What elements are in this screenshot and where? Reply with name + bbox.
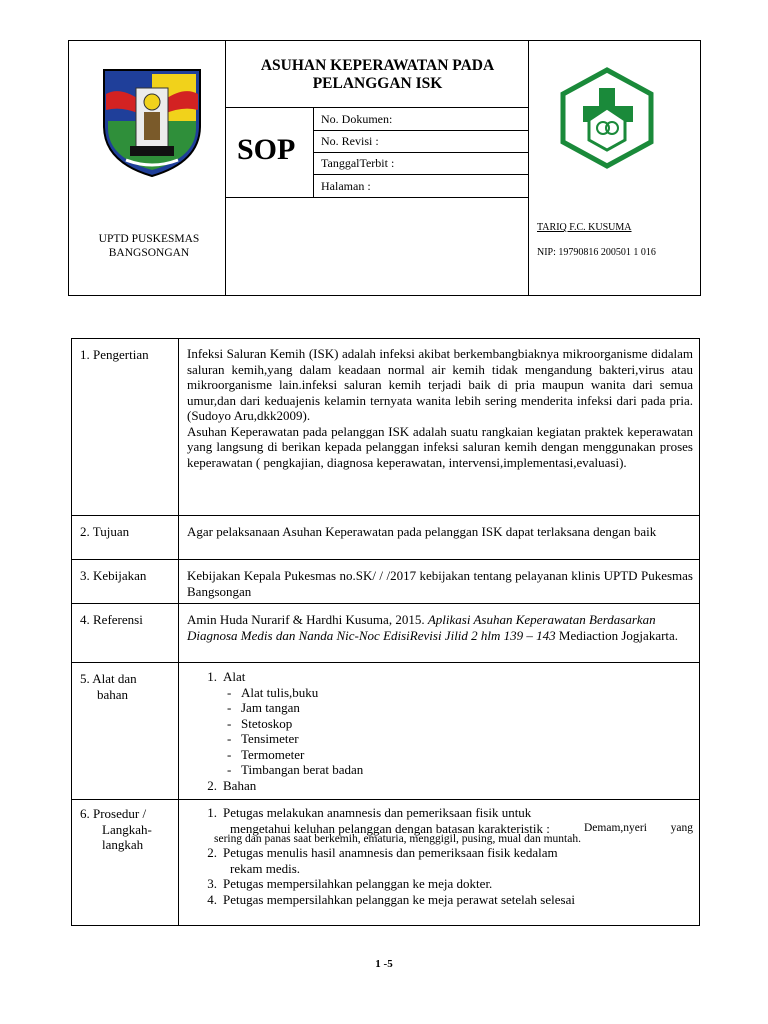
- revision-field: No. Revisi :: [321, 134, 379, 148]
- list-item: - Jam tangan: [227, 700, 300, 715]
- list-item: - Stetoskop: [227, 715, 293, 731]
- list-item: - Timbangan berat badan: [227, 762, 364, 777]
- referensi-label: 4. Referensi: [80, 612, 143, 627]
- signer-name: TARIQ F.C. KUSUMA: [537, 222, 632, 233]
- sop-label: SOP: [237, 133, 296, 166]
- sop-content-table: [71, 338, 700, 926]
- organization-name: UPTD PUSKESMAS BANGSONGAN: [98, 233, 200, 259]
- pengertian-label: 1. Pengertian: [80, 347, 149, 362]
- prosedur-label: 6. Prosedur / Langkah- langkah: [80, 806, 152, 852]
- alat-list: 1. Alat - Alat tulis,buku - Jam tangan - Stetoskop - Tensimeter - Termometer - Timbangan berat badan 2. Bahan: [187, 669, 693, 793]
- issue-date-field: TanggalTerbit :: [321, 156, 395, 170]
- tujuan-label: 2. Tujuan: [80, 524, 130, 539]
- list-item: - Termometer: [227, 746, 305, 762]
- puskesmas-cross-icon: [555, 66, 659, 170]
- alat-label: 5. Alat dan bahan: [80, 671, 137, 702]
- signer-nip: NIP: 19790816 200501 1 016: [537, 247, 656, 258]
- page-number: 1 -5: [375, 958, 393, 970]
- regency-crest-icon: [100, 66, 204, 178]
- kebijakan-text: Kebijakan Kepala Pukesmas no.SK/ / /2017 kebijakan tentang pelayanan klinis UPTD Pukesmas Bangsongan: [187, 568, 693, 599]
- tujuan-text: Agar pelaksanaan Asuhan Keperawatan pada pelanggan ISK dapat terlaksana dengan baik: [187, 524, 657, 539]
- prosedur-list: 1. Petugas melakukan anamnesis dan pemeriksaan fisik untuk mengetahui keluhan pelanggan dengan batasan karakteristik : Demam,nyeri yang sering dan panas saat berkemih, ematuria, menggigil, pusing, mual dan muntah. 2. Petugas menulis hasil anamnesis dan pemeriksaan fisik kedalam rekam medis. 3. Petugas mempersilahkan pelanggan ke meja dokter. 4. Petugas mempersilahkan pelanggan ke meja perawat setelah selesai: [207, 805, 693, 907]
- pengertian-text: Infeksi Saluran Kemih (ISK) adalah infeksi akibat berkembangbiaknya mikroorganisme didalam saluran kemih,yang dalam keadaan normal air kemih tidak mengandung bakteri,virus atau mikroorganisme lain.infeksi saluran kemih terjadi baik di pria maupun wanita dari semua umur,dan dari keduajenis kelamin ternyata wanita lebih sering menderita infeksi dari pada pria.(Sudoyo Aru,dkk2009). Asuhan Keperawatan pada pelanggan ISK adalah suatu rangkaian kegiatan praktek keperawatan yang langsung di berikan kepada pelanggan infeksi saluran kemih dengan menggunakan proses keperawatan ( pengkajian, diagnosa keperawatan, intervensi,implementasi,evaluasi).: [187, 346, 693, 470]
- list-item: - Alat tulis,buku: [227, 684, 319, 700]
- list-item: - Tensimeter: [227, 731, 299, 746]
- referensi-text: Amin Huda Nurarif & Hardhi Kusuma, 2015. Aplikasi Asuhan Keperawatan Berdasarkan Diagnosa Medis dan Nanda Nic-Noc EdisiRevisi Jilid 2 hlm 139 – 143 Mediaction Jogjakarta.: [187, 612, 679, 643]
- doc-number-field: No. Dokumen:: [321, 112, 393, 126]
- document-title: ASUHAN KEPERAWATAN PADA PELANGGAN ISK: [260, 57, 495, 92]
- kebijakan-label: 3. Kebijakan: [80, 568, 147, 583]
- page-field: Halaman :: [321, 179, 371, 193]
- sop-header: [68, 40, 701, 296]
